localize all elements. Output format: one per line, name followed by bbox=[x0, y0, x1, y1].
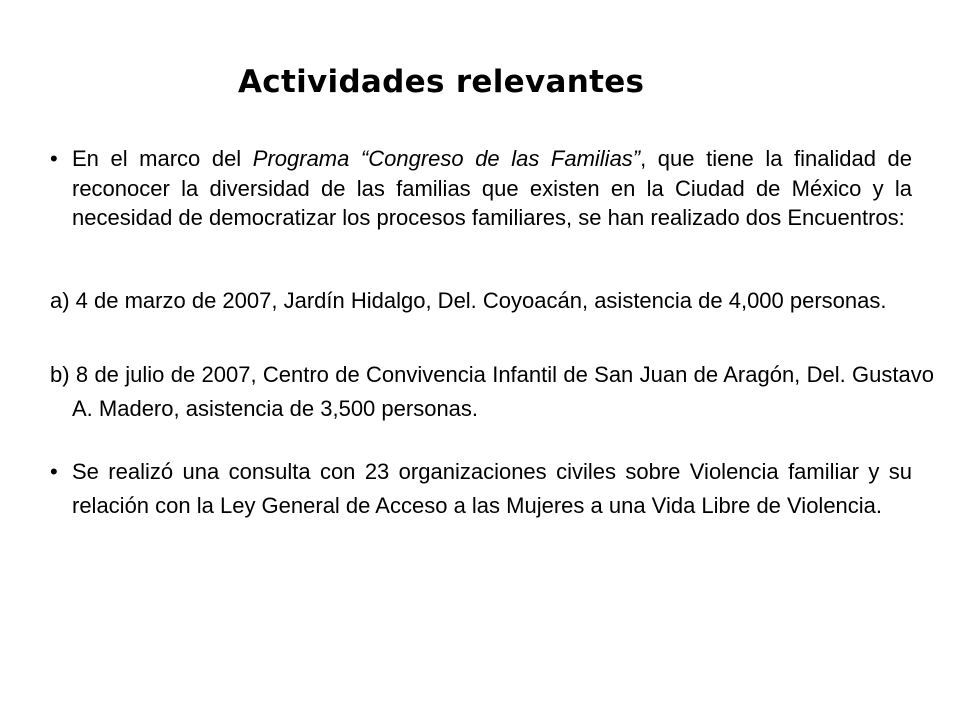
bullet-item-congreso bbox=[50, 144, 912, 233]
bullet-icon: • bbox=[50, 459, 58, 484]
bullet-text-congreso bbox=[72, 144, 912, 233]
list-item-a: a) 4 de marzo de 2007, Jardín Hidalgo, Del. Coyoacán, asistencia de 4,000 personas. bbox=[50, 288, 887, 313]
list-item-b: b) 8 de julio de 2007, Centro de Convivencia Infantil de San Juan de Aragón, Del. Gustavo A. Madero, asistencia de 3,500 personas. bbox=[50, 362, 934, 421]
text-post: , que tiene la finalidad de reconocer la diversidad de las familias que existen en la Ciudad de México y la necesidad de democratizar los procesos familiares, se han realizado dos Encuentros: bbox=[72, 146, 913, 230]
bullet-icon: • bbox=[50, 146, 58, 171]
slide-title: Actividades relevantes bbox=[238, 64, 645, 100]
bullet-text-consulta: Se realizó una consulta con 23 organizaciones civiles sobre Violencia familiar y su relación con la Ley General de Acceso a las Mujeres a una Vida Libre de Violencia. bbox=[72, 459, 912, 518]
program-name: Programa “Congreso de las Familias” bbox=[252, 146, 641, 171]
text-pre: En el marco del bbox=[72, 146, 253, 171]
bullet-item-consulta bbox=[50, 455, 912, 523]
